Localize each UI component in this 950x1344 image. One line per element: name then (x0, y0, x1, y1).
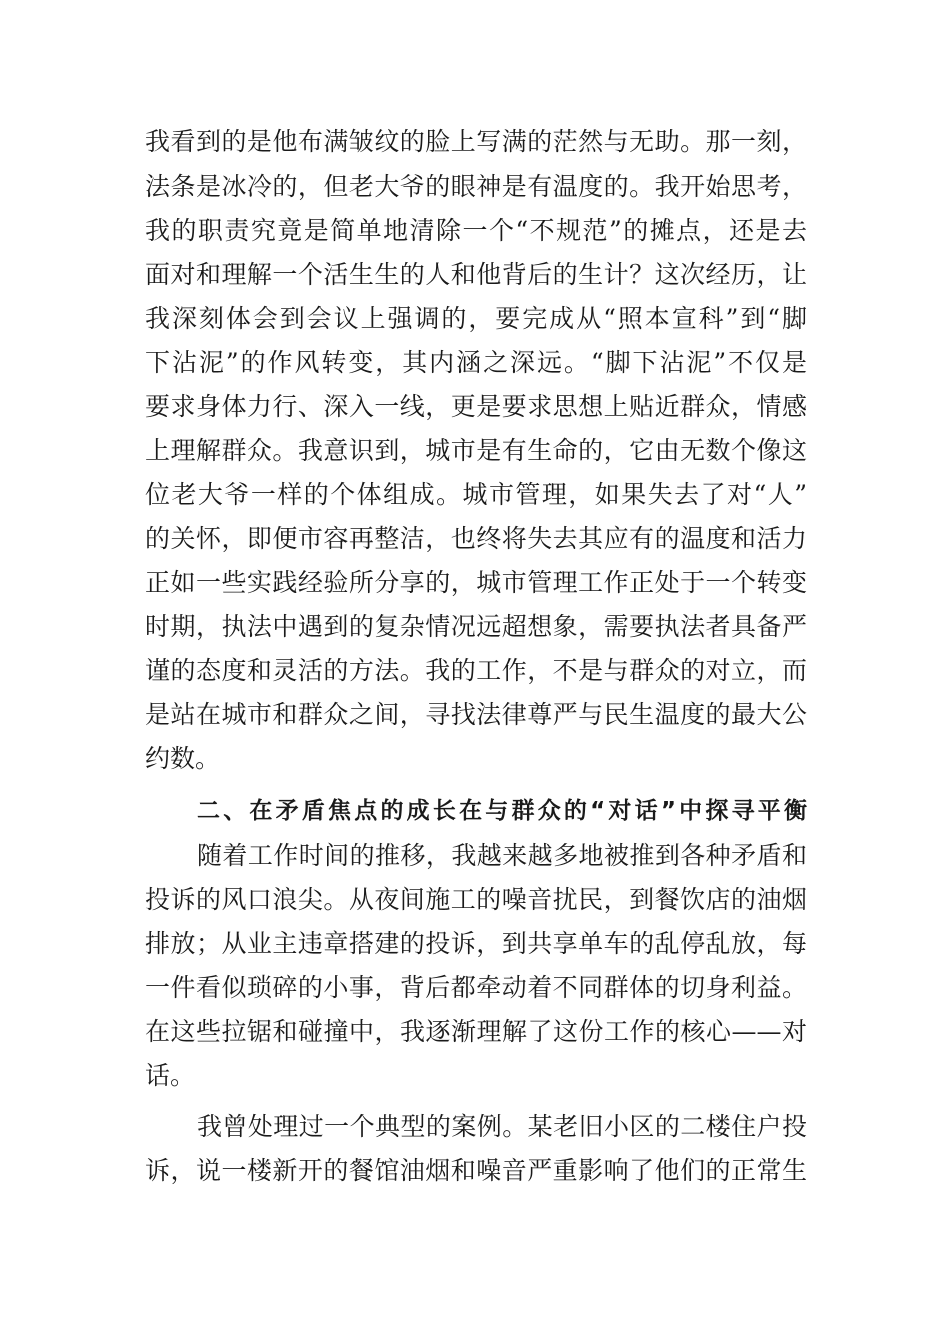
text-line: 是站在城市和群众之间，寻找法律尊严与民生温度的最大公 (145, 700, 807, 729)
text-line: 下沾泥”的作风转变，其内涵之深远。“脚下沾泥”不仅是 (145, 348, 807, 377)
text-line: 谨的态度和灵活的方法。我的工作，不是与群众的对立，而 (145, 656, 807, 685)
text-line: 排放；从业主违章搭建的投诉，到共享单车的乱停乱放，每 (145, 929, 807, 958)
text-line: 我的职责究竟是简单地清除一个“不规范”的摊点，还是去 (145, 216, 807, 245)
section-heading: 二、在矛盾焦点的成长在与群众的“对话”中探寻平衡 (197, 798, 807, 824)
text-line: 话。 (145, 1061, 196, 1090)
text-line: 随着工作时间的推移，我越来越多地被推到各种矛盾和 (197, 841, 807, 870)
text-line: 正如一些实践经验所分享的，城市管理工作正处于一个转变 (145, 568, 807, 597)
text-line: 我曾处理过一个典型的案例。某老旧小区的二楼住户投 (197, 1112, 807, 1141)
text-line: 诉，说一楼新开的餐馆油烟和噪音严重影响了他们的正常生 (145, 1156, 807, 1185)
text-line: 面对和理解一个活生生的人和他背后的生计？这次经历，让 (145, 260, 807, 289)
text-line: 法条是冰冷的，但老大爷的眼神是有温度的。我开始思考， (145, 172, 807, 201)
text-line: 要求身体力行、深入一线，更是要求思想上贴近群众，情感 (145, 392, 807, 421)
text-line: 投诉的风口浪尖。从夜间施工的噪音扰民，到餐饮店的油烟 (145, 885, 807, 914)
text-line: 一件看似琐碎的小事，背后都牵动着不同群体的切身利益。 (145, 973, 807, 1002)
text-line: 上理解群众。我意识到，城市是有生命的，它由无数个像这 (145, 436, 807, 465)
text-line: 位老大爷一样的个体组成。城市管理，如果失去了对“人” (145, 480, 807, 509)
text-line: 在这些拉锯和碰撞中，我逐渐理解了这份工作的核心——对 (145, 1017, 807, 1046)
text-line: 的关怀，即便市容再整洁，也终将失去其应有的温度和活力 (145, 524, 807, 553)
text-line: 约数。 (145, 744, 221, 773)
text-line: 我深刻体会到会议上强调的，要完成从“照本宣科”到“脚 (145, 304, 807, 333)
text-line: 我看到的是他布满皱纹的脸上写满的茫然与无助。那一刻， (145, 127, 807, 156)
text-line: 时期，执法中遇到的复杂情况远超想象，需要执法者具备严 (145, 612, 807, 641)
